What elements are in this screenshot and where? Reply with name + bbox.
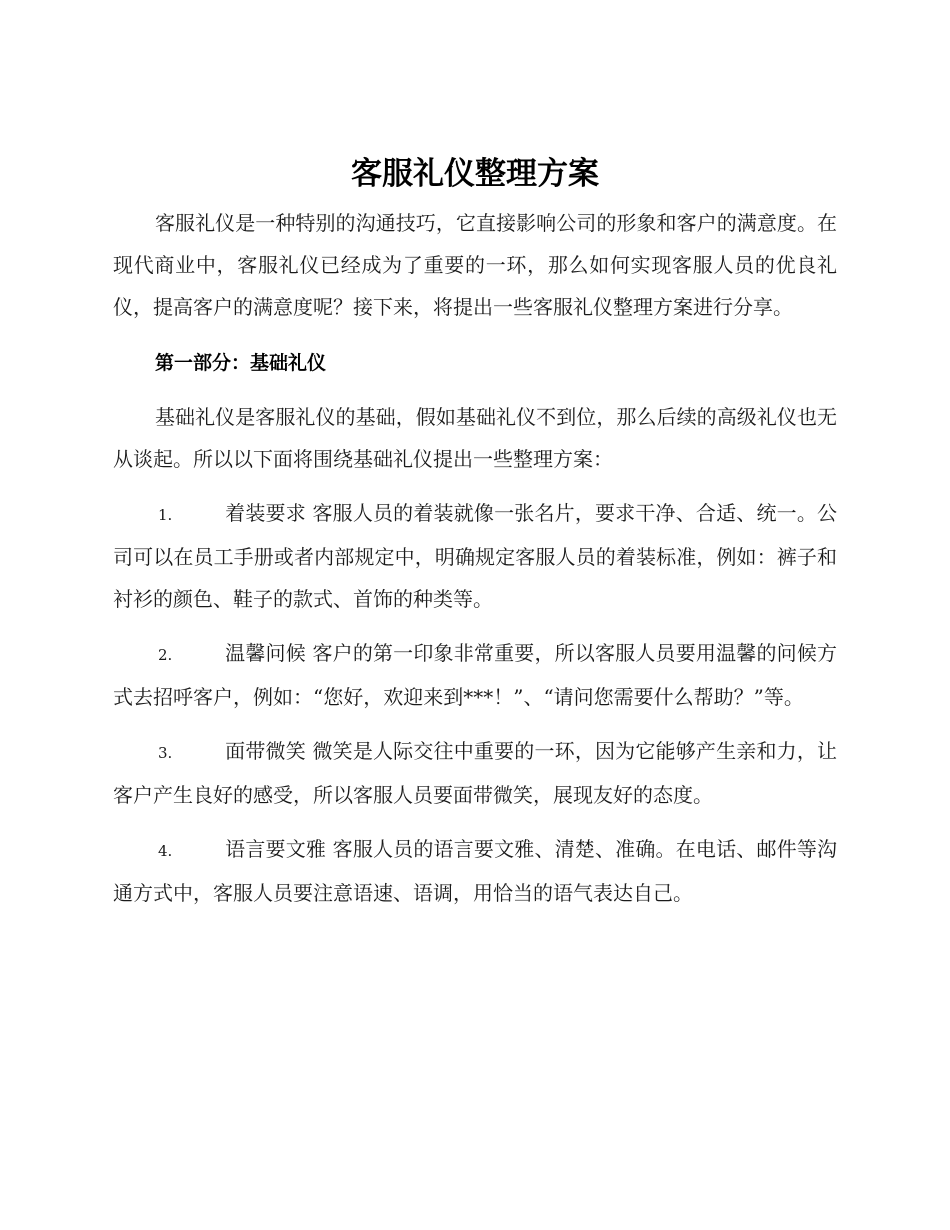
list-item-text: 面带微笑 微笑是人际交往中重要的一环，因为它能够产生亲和力，让客户产生良好的感受，所以客服人员要面带微笑，展现友好的态度。 xyxy=(113,739,837,807)
document-title: 客服礼仪整理方案 xyxy=(351,156,599,192)
list-item xyxy=(113,492,837,620)
list-item-text: 温馨问候 客户的第一印象非常重要，所以客服人员要用温馨的问候方式去招呼客户，例如：“您好，欢迎来到***！”、“请问您需要什么帮助？”等。 xyxy=(113,641,837,709)
list-item-number: 2. xyxy=(158,646,173,664)
intro-paragraph: 客服礼仪是一种特别的沟通技巧，它直接影响公司的形象和客户的满意度。在现代商业中，客服礼仪已经成为了重要的一环，那么如何实现客服人员的优良礼仪，提高客户的满意度呢？接下来，将提出一些客服礼仪整理方案进行分享。 xyxy=(113,211,837,319)
list-item xyxy=(113,730,837,816)
list-item xyxy=(113,632,837,718)
list-item-text: 语言要文雅 客服人员的语言要文雅、清楚、准确。在电话、邮件等沟通方式中，客服人员要注意语速、语调，用恰当的语气表达自己。 xyxy=(113,837,837,905)
section-paragraph: 基础礼仪是客服礼仪的基础，假如基础礼仪不到位，那么后续的高级礼仪也无从谈起。所以以下面将围绕基础礼仪提出一些整理方案： xyxy=(113,405,837,471)
list-item-number: 1. xyxy=(158,506,173,524)
numbered-list xyxy=(113,492,837,914)
list-item-number: 3. xyxy=(158,744,173,762)
section-heading: 第一部分：基础礼仪 xyxy=(155,352,327,374)
list-item-text: 着装要求 客服人员的着装就像一张名片，要求干净、合适、统一。公司可以在员工手册或者内部规定中，明确规定客服人员的着装标准，例如：裤子和衬衫的颜色、鞋子的款式、首饰的种类等。 xyxy=(113,501,837,611)
list-item-number: 4. xyxy=(158,842,173,860)
document-page xyxy=(113,150,837,914)
list-item xyxy=(113,828,837,914)
